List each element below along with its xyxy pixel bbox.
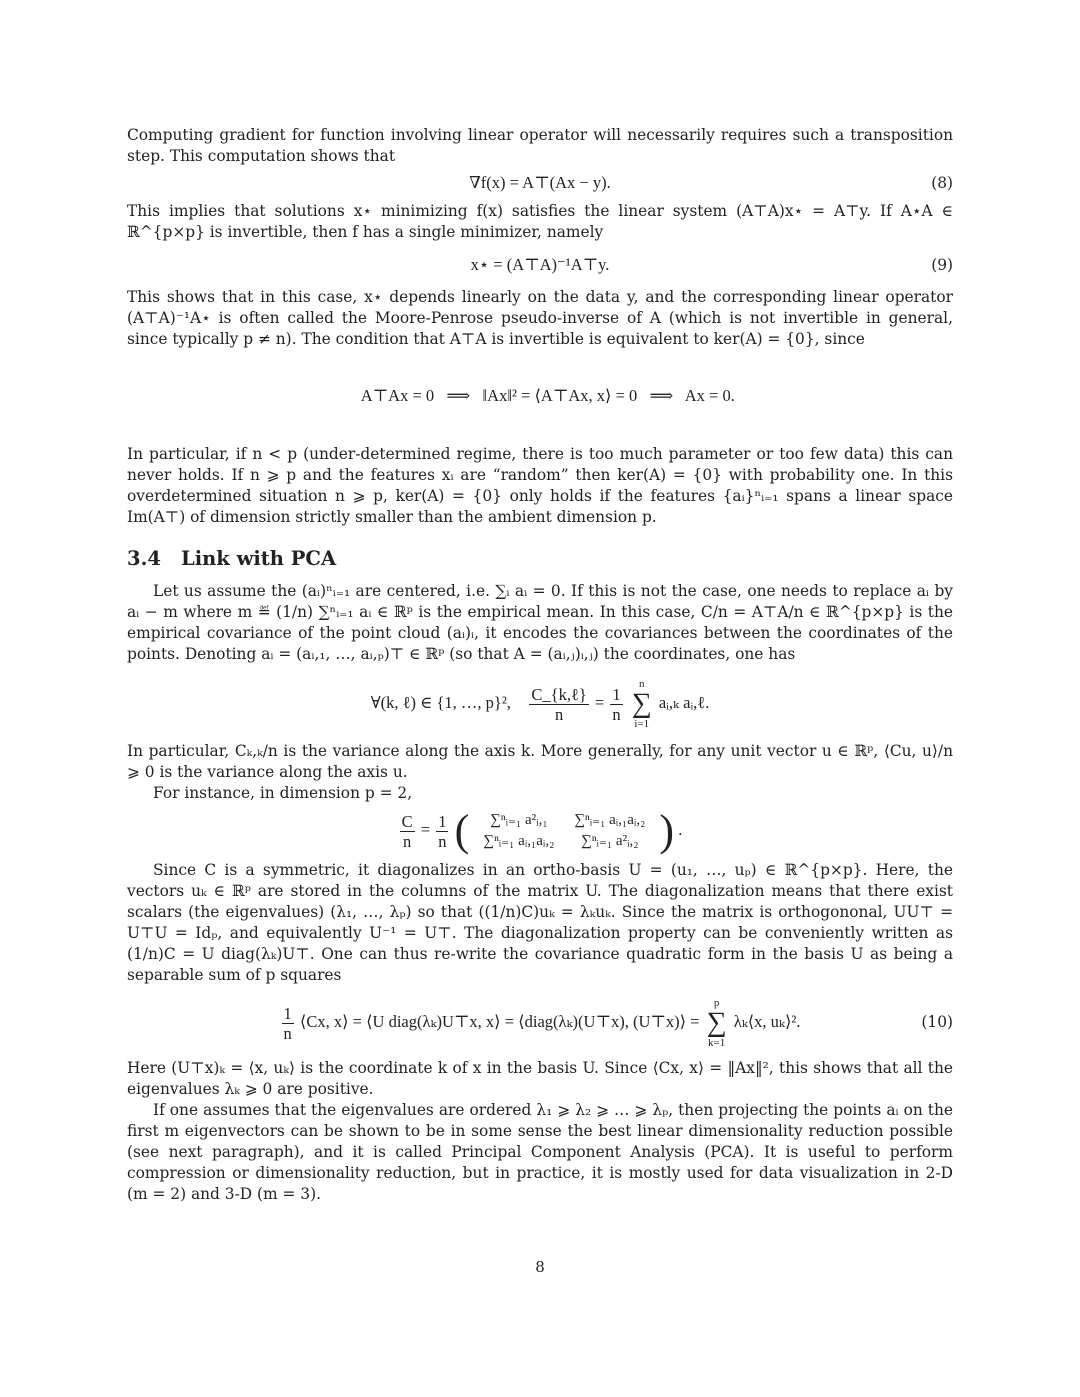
paragraph-pseudo-inverse: This shows that in this case, x⋆ depends linearly on the data y, and the corresponding linear operator (A⊤A)⁻¹A⋆ is often called the Moore-Penrose pseudo-inverse of A (which is not invertible in general, since typically p ≠ n). The condition that A⊤A is invertible is equivalent to ker(A) = {0}, since	[127, 288, 953, 348]
fraction-one-over-n	[610, 685, 622, 724]
paragraph-gradient-intro: Computing gradient for function involving linear operator will necessarily requires such a transposition step. This computation shows that	[127, 126, 953, 165]
equation-8-body: ∇f(x) = A⊤(Ax − y).	[469, 173, 611, 192]
equation-matrix: $\frac{C}{n}$ = $\frac{1}{n}$ ( ∑ⁿᵢ₌₁ a²ᵢ,₁ ∑ⁿᵢ₌₁ aᵢ,₁aᵢ,₂ ∑ⁿᵢ₌₁ aᵢ,₁aᵢ,₂ ∑ⁿᵢ₌₁ a²ᵢ,₂ ) .	[401, 806, 683, 855]
fraction-denominator: n	[403, 831, 412, 851]
matrix-entry-11: ∑ⁿᵢ₌₁ a²ᵢ,₁	[490, 812, 548, 828]
equation-10	[127, 996, 953, 1050]
equation-9	[127, 253, 953, 277]
summation-sign: p ∑ k=1	[706, 997, 727, 1049]
equation-kernel	[127, 360, 953, 432]
matrix-entry-21: ∑ⁿᵢ₌₁ aᵢ,₁aᵢ,₂	[483, 833, 555, 849]
fraction-one-over-n	[282, 1004, 294, 1043]
paragraph-linear-system: This implies that solutions x⋆ minimizing f(x) satisfies the linear system (A⊤A)x⋆ = A⊤y. If A⋆A ∈ ℝ^{p×p} is invertible, then f has a single minimizer, namely	[127, 202, 953, 241]
section-heading	[127, 548, 953, 569]
equation-9-number: (9)	[931, 256, 953, 274]
summation-sign: n ∑ i=1	[631, 678, 652, 730]
matrix-period: .	[678, 819, 683, 839]
fraction-one-over-n	[436, 812, 448, 851]
paragraph-eigenvalues-positive: Here (U⊤x)ₖ = ⟨x, uₖ⟩ is the coordinate k of x in the basis U. Since ⟨Cx, x⟩ = ‖Ax‖², this shows that all the eigenvalues λₖ ⩾ 0 are positive.	[127, 1059, 953, 1098]
matrix-entry-22: ∑ⁿᵢ₌₁ a²ᵢ,₂	[581, 833, 639, 849]
summation-lower-limit: k=1	[708, 1037, 726, 1049]
fraction-numerator: 1	[438, 811, 447, 831]
summation-upper-limit: n	[638, 678, 645, 690]
fraction-numerator: 1	[283, 1003, 292, 1023]
paragraph-centered: Let us assume the (aᵢ)ⁿᵢ₌₁ are centered, i.e. ∑ᵢ aᵢ = 0. If this is not the case, one needs to replace aᵢ by aᵢ − m where m ≝ (1/n) ∑ⁿᵢ₌₁ aᵢ ∈ ℝᵖ is the empirical mean. In this case, C/n = A⊤A/n ∈ ℝ^{p×p} is the empirical covariance of the point cloud (aᵢ)ᵢ, it encodes the covariances between the coordinates of the points. Denoting aᵢ = (aᵢ,₁, …, aᵢ,ₚ)⊤ ∈ ℝᵖ (so that A = (aᵢ,ⱼ)ᵢ,ⱼ) the coordinates, one has	[127, 582, 953, 663]
fraction-denominator: n	[612, 704, 621, 724]
equation-9-body: x⋆ = (A⊤A)⁻¹A⊤y.	[470, 255, 610, 274]
fraction-denominator: n	[554, 704, 564, 724]
equation-covariance: ∀(k, ℓ) ∈ {1, …, p}², $\frac{\text{C\_\{k,ℓ\}}}{n}$ = $\frac{1}{n}$ n ∑ i=1 aᵢ,ₖ aᵢ,ℓ.	[370, 678, 710, 730]
section-title: Link with PCA	[181, 547, 337, 570]
fraction-numerator: C_{k,ℓ}	[531, 684, 587, 704]
page-number: 8	[535, 1258, 545, 1276]
section-number: 3.4	[127, 547, 161, 570]
paragraph-underdetermined: In particular, if n < p (under-determined regime, there is too much parameter or too few data) this can never holds. If n ⩾ p and the features xᵢ are “random” then ker(A) = {0} with probability one. In this overdetermined situation n ⩾ p, ker(A) = {0} only holds if the features {aᵢ}ⁿᵢ₌₁ spans a linear space Im(A⊤) of dimension strictly smaller than the ambient dimension p.	[127, 445, 954, 526]
equation-8	[127, 171, 953, 195]
paragraph-dimension-two: For instance, in dimension p = 2,	[153, 784, 413, 802]
paragraph-diagonalization: Since C is a symmetric, it diagonalizes in an ortho-basis U = (u₁, …, uₚ) ∈ ℝ^{p×p}. Here, the vectors uₖ ∈ ℝᵖ are stored in the columns of the matrix U. The diagonalization means that there exist scalars (the eigenvalues) (λ₁, …, λₚ) so that ((1/n)C)uₖ = λₖuₖ. Since the matrix is orthogononal, UU⊤ = U⊤U = Idₚ, and equivalently U⁻¹ = U⊤. The diagonalization property can be conveniently written as (1/n)C = U diag(λₖ)U⊤. One can thus re-write the covariance quadratic form in the basis U as being a separable sum of p squares	[127, 861, 953, 984]
equation-10-middle: ⟨Cx, x⟩ = ⟨U diag(λₖ)U⊤x, x⟩ = ⟨diag(λₖ)(U⊤x), (U⊤x)⟩ =	[299, 1011, 700, 1031]
equation-10-number: (10)	[921, 1013, 953, 1031]
summation-upper-limit: p	[713, 997, 720, 1009]
summation-lower-limit: i=1	[634, 718, 650, 730]
fraction-numerator: C	[401, 811, 413, 831]
paragraph-pca-definition: If one assumes that the eigenvalues are ordered λ₁ ⩾ λ₂ ⩾ … ⩾ λₚ, then projecting the points aᵢ on the first m eigenvectors can be shown to be in some sense the best linear dimensionality reduction possible (see next paragraph), and it is called Principal Component Analysis (PCA). It is useful to perform compression or dimensionality reduction, but in practice, it is mostly used for data visualization in 2-D (m = 2) and 3-D (m = 3).	[127, 1101, 953, 1203]
fraction-c-over-n	[400, 812, 415, 851]
fraction-ckl-over-n	[529, 685, 588, 724]
fraction-denominator: n	[438, 831, 447, 851]
paragraph-variance-axis: In particular, Cₖ,ₖ/n is the variance along the axis k. More generally, for any unit vector u ∈ ℝᵖ, ⟨Cu, u⟩/n ⩾ 0 is the variance along the axis u.	[127, 742, 953, 781]
fraction-denominator: n	[283, 1023, 292, 1043]
fraction-numerator: 1	[612, 684, 621, 704]
equation-8-number: (8)	[931, 174, 953, 192]
equation-10-term: λₖ⟨x, uₖ⟩².	[733, 1011, 801, 1031]
page-body	[127, 125, 953, 1205]
covariance-matrix: ( ∑ⁿᵢ₌₁ a²ᵢ,₁ ∑ⁿᵢ₌₁ aᵢ,₁aᵢ,₂ ∑ⁿᵢ₌₁ aᵢ,₁aᵢ,₂ ∑ⁿᵢ₌₁ a²ᵢ,₂ )	[454, 806, 675, 855]
equation-covariance-lhs: ∀(k, ℓ) ∈ {1, …, p}²,	[370, 692, 511, 712]
matrix-entry-12: ∑ⁿᵢ₌₁ aᵢ,₁aᵢ,₂	[574, 812, 646, 828]
equation-kernel-body: A⊤Ax = 0 ⟹ ‖Ax‖² = ⟨A⊤Ax, x⟩ = 0 ⟹ Ax = 0.	[360, 386, 735, 405]
equation-covariance-term: aᵢ,ₖ aᵢ,ℓ.	[658, 692, 710, 712]
